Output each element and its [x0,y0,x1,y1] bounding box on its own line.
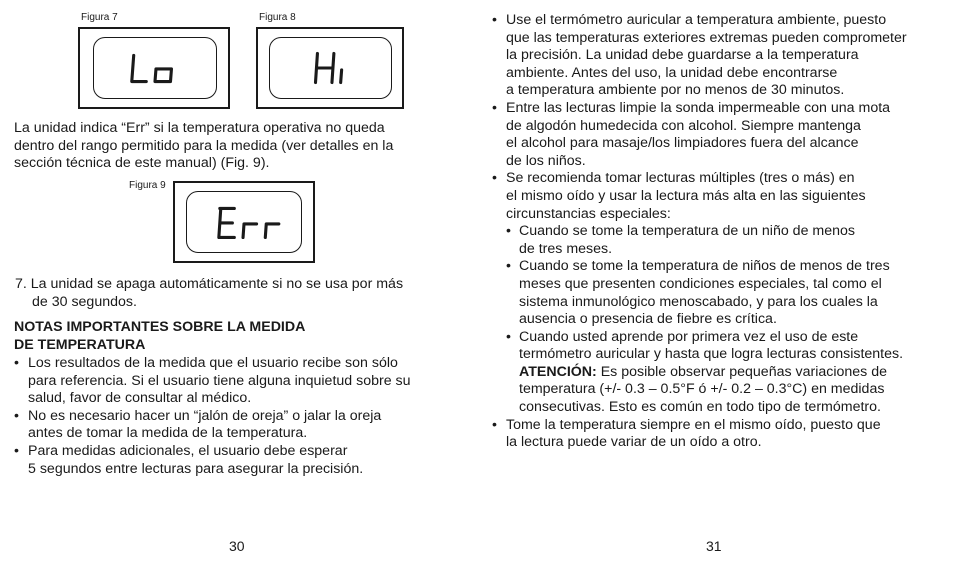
sub-list-item: • Cuando usted aprende por primera vez el uso de este termómetro auricular y hasta que logra lecturas consistentes. ATENCIÓN: Es posible observar pequeñas variaciones de temperatura (+/- 0.3 – 0.5°F ó +/- 0.2 – 0.3°C) en medidas consecutivas. Esto es común en todo tipo de termómetro. [506,329,907,417]
figure-9-err-display [173,181,315,263]
bullet: • [14,407,19,424]
sub-list-item: • Cuando se tome la temperatura de un niño de menos de tres meses. [506,223,855,257]
sub-list-item: • Cuando se tome la temperatura de niños de menos de tres meses que presenten condiciones especiales, tal como el sistema inmunológico menoscabado, y para los cuales la ausencia o presencia de fiebre es crítica. [506,258,890,328]
figure-8-hi-display [256,27,404,109]
lcd-lo-digits [94,38,216,98]
page-number-right: 31 [706,538,722,554]
lcd-hi-digits [270,38,391,98]
figure-7-lo-display [78,27,230,109]
list-item: • Use el termómetro auricular a temperatura ambiente, puesto que las temperaturas exteriores extremas pueden comprometer la precisión. La unidad debe guardarse a la temperatura ambiente. Antes del uso, la unidad debe encontrarse a temperatura ambiente por no menos de 30 minutos. [492,12,907,99]
bullet: • [506,223,511,240]
bullet: • [492,99,497,116]
notes-heading: NOTAS IMPORTANTES SOBRE LA MEDIDA DE TEMPERATURA [14,319,306,353]
sub-list [492,223,907,417]
note-item: • No es necesario hacer un “jalón de oreja” o jalar la oreja antes de tomar la medida de la temperatura. [14,407,382,442]
figure-9-caption: Figura 9 [129,180,166,191]
bullet: • [506,258,511,275]
lcd-screen [269,37,392,99]
attention-label: ATENCIÓN: [519,363,597,380]
lcd-screen [186,191,302,253]
note-item: • Para medidas adicionales, el usuario debe esperar 5 segundos entre lecturas para asegurar la precisión. [14,442,364,477]
note-item: • Los resultados de la medida que el usuario recibe son sólo para referencia. Si el usuario tiene alguna inquietud sobre su salud, favor de consultar al médico. [14,355,411,407]
bullet: • [14,355,19,371]
err-paragraph: La unidad indica “Err” si la temperatura operativa no queda dentro del rango permitido para la medida (ver detalles en la sección técnica de este manual) (Fig. 9). [14,120,394,172]
bullet: • [506,328,511,345]
lcd-screen [93,37,217,99]
page-number-left: 30 [229,538,245,554]
lcd-err-digits [187,192,301,252]
list-item: • Se recomienda tomar lecturas múltiples (tres o más) en el mismo oído y usar la lectura más alta en las siguientes circunstancias especiales: [492,170,866,222]
step-7: 7. La unidad se apaga automáticamente si no se usa por más de 30 segundos. [15,276,404,310]
figure-7-caption: Figura 7 [81,12,118,23]
attention-line: ATENCIÓN: Es posible observar pequeñas variaciones de [519,363,887,380]
figure-8-caption: Figura 8 [259,12,296,23]
bullet: • [492,170,497,187]
list-item: • Entre las lecturas limpie la sonda impermeable con una mota de algodón humedecida con alcohol. Siempre mantenga el alcohol para masaje/los limpiadores fuera del alcance de los niños. [492,99,891,169]
list-item: • Tome la temperatura siempre en el mismo oído, puesto que la lectura puede variar de un oído a otro. [492,416,881,451]
bullet: • [492,12,497,28]
bullet: • [14,442,19,459]
bullet: • [492,416,497,433]
notes-list [14,355,411,478]
right-bullets [492,12,907,452]
